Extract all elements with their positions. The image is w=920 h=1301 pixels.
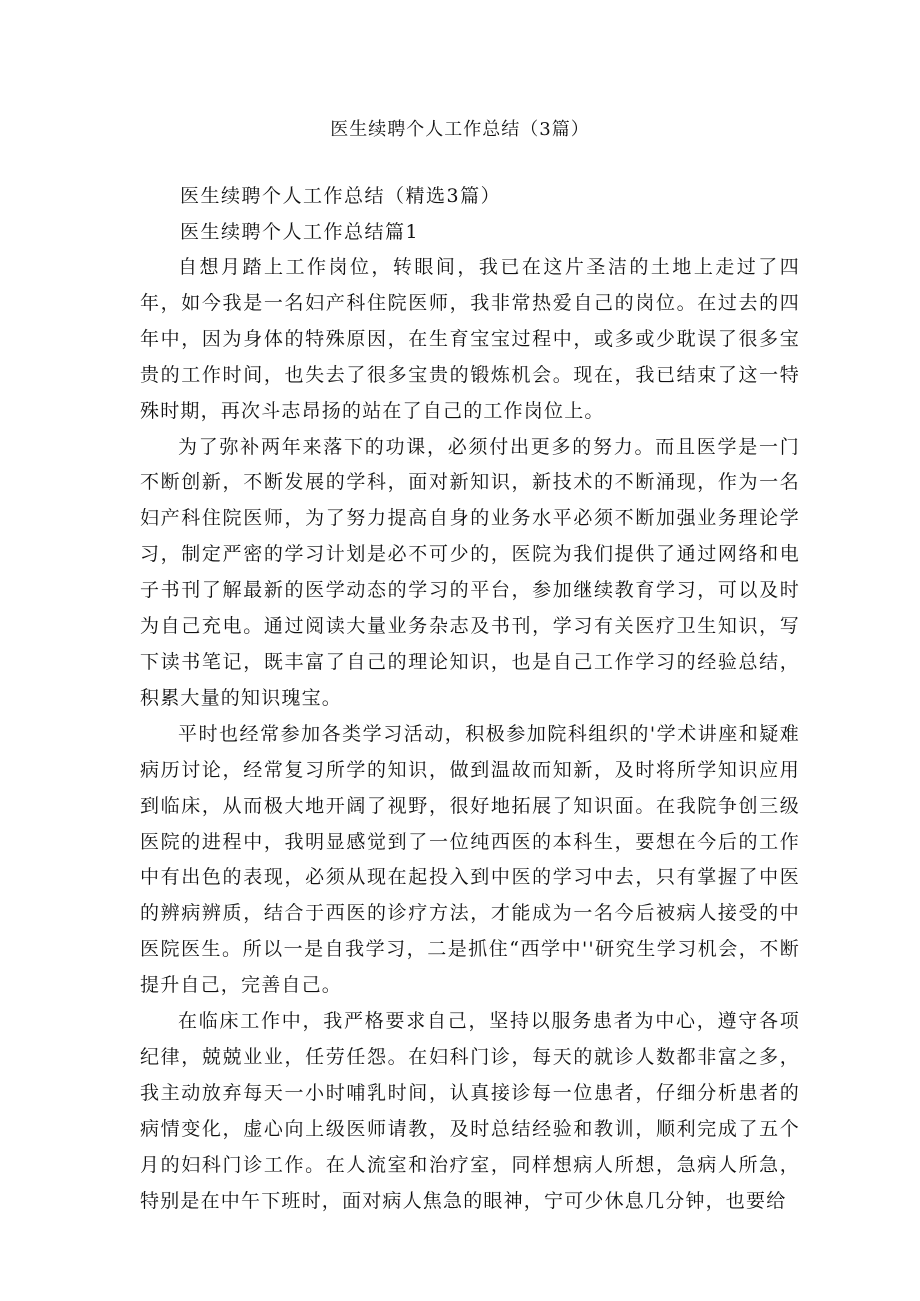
body-paragraph-3: 平时也经常参加各类学习活动，积极参加院科组织的'学术讲座和疑难病历讨论，经常复习所学的知识，做到温故而知新，及时将所学知识应用到临床，从而极大地开阔了视野，很好地拓展了知识面。在我院争创三级医院的进程中，我明显感觉到了一位纯西医的本科生，要想在今后的工作中有出色的表现，必须从现在起投入到中医的学习中去，只有掌握了中医的辨病辨质，结合于西医的诊疗方法，才能成为一名今后被病人接受的中医院医生。所以一是自我学习，二是抓住“西学中''研究生学习机会，不断提升自己，完善自己。 xyxy=(140,722,800,997)
document-subtitle: 医生续聘个人工作总结（精选3篇） xyxy=(180,185,502,207)
body-paragraph-1: 自想月踏上工作岗位，转眼间，我已在这片圣洁的土地上走过了四年，如今我是一名妇产科住院医师，我非常热爱自己的岗位。在过去的四年中，因为身体的特殊原因，在生育宝宝过程中，或多或少耽误了很多宝贵的工作时间，也失去了很多宝贵的锻炼机会。现在，我已结束了这一特殊时期，再次斗志昂扬的站在了自己的工作岗位上。 xyxy=(140,256,800,422)
document-body xyxy=(140,250,800,1219)
document-title: 医生续聘个人工作总结（3篇） xyxy=(330,119,590,140)
section-heading: 医生续聘个人工作总结篇1 xyxy=(180,221,420,243)
body-paragraph-4: 在临床工作中，我严格要求自己，坚持以服务患者为中心，遵守各项纪律，兢兢业业，任劳任怨。在妇科门诊，每天的就诊人数都非富之多，我主动放弃每天一小时哺乳时间，认真接诊每一位患者，仔细分析患者的病情变化，虚心向上级医师请教，及时总结经验和教训，顺利完成了五个月的妇科门诊工作。在人流室和治疗室，同样想病人所想，急病人所急，特别是在中午下班时，面对病人焦急的眼神，宁可少休息几分钟，也要给 xyxy=(140,1010,800,1212)
body-paragraph-2: 为了弥补两年来落下的功课，必须付出更多的努力。而且医学是一门不断创新，不断发展的学科，面对新知识，新技术的不断涌现，作为一名妇产科住院医师，为了努力提高自身的业务水平必须不断加强业务理论学习，制定严密的学习计划是必不可少的，医院为我们提供了通过网络和电子书刊了解最新的医学动态的学习的平台，参加继续教育学习，可以及时为自己充电。通过阅读大量业务杂志及书刊，学习有关医疗卫生知识，写下读书笔记，既丰富了自己的理论知识，也是自己工作学习的经验总结，积累大量的知识瑰宝。 xyxy=(140,435,800,709)
